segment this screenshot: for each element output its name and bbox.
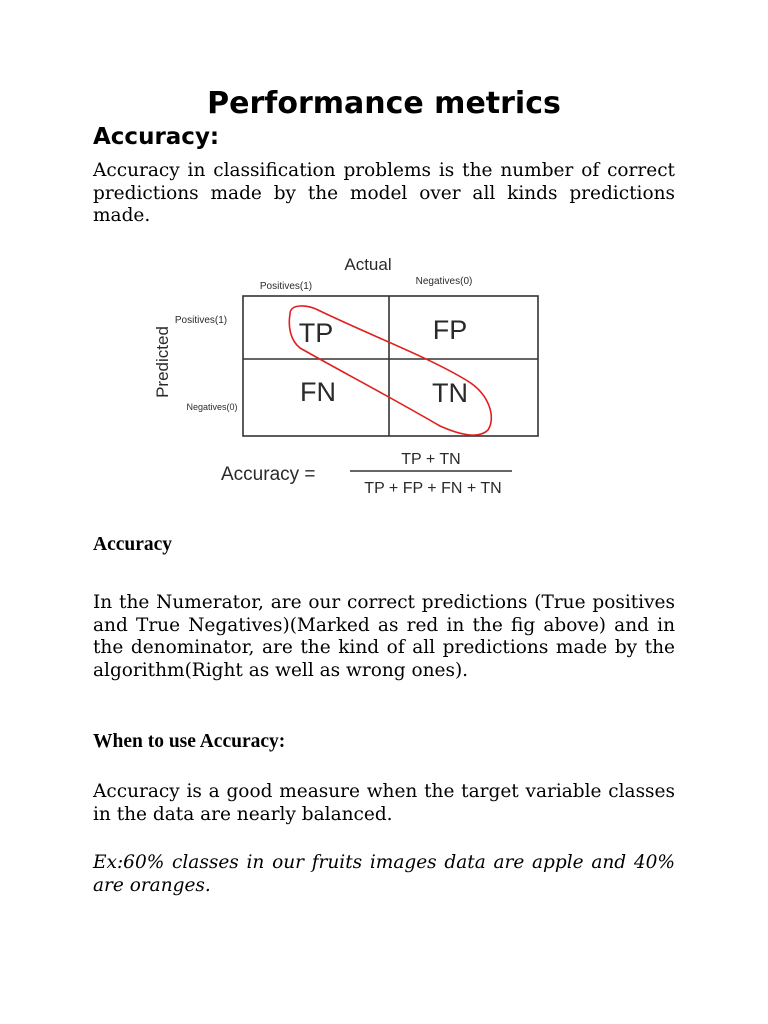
formula-denominator: TP + FP + FN + TN (364, 480, 502, 497)
subheading-accuracy: Accuracy (93, 534, 173, 555)
col-negatives-label: Negatives(0) (415, 276, 473, 287)
confusion-matrix-figure (140, 248, 540, 507)
cell-fp: FP (432, 315, 468, 345)
actual-label: Actual (344, 255, 392, 274)
intro-paragraph: Accuracy in classification problems is the number of correct predictions made by the model over all kinds predictions made. (93, 160, 675, 226)
cell-tp: TP (298, 318, 334, 348)
page-title: Performance metrics (207, 86, 561, 121)
row-positives-label: Positives(1) (174, 315, 228, 326)
balanced-paragraph: Accuracy is a good measure when the target variable classes in the data are nearly balanced. (93, 781, 675, 825)
confusion-matrix-svg (140, 248, 540, 503)
matrix-grid (243, 296, 538, 436)
cell-fn: FN (300, 377, 336, 407)
numerator-paragraph: In the Numerator, are our correct predictions (True positives and True Negatives)(Marked as red in the fig above) and in the denominator, are the kind of all predictions made by the algorithm(Right as well as wrong ones). (93, 592, 675, 681)
formula-numerator: TP + TN (401, 451, 461, 468)
cell-tn: TN (432, 378, 468, 408)
section-heading-accuracy: Accuracy: (93, 124, 220, 150)
example-paragraph: Ex:60% classes in our fruits images data are apple and 40% are oranges. (93, 852, 675, 896)
predicted-label: Predicted (153, 326, 172, 398)
col-positives-label: Positives(1) (259, 281, 313, 292)
subheading-when-to-use: When to use Accuracy: (93, 731, 286, 752)
row-negatives-label: Negatives(0) (186, 402, 238, 412)
formula-lhs: Accuracy = (221, 464, 316, 485)
